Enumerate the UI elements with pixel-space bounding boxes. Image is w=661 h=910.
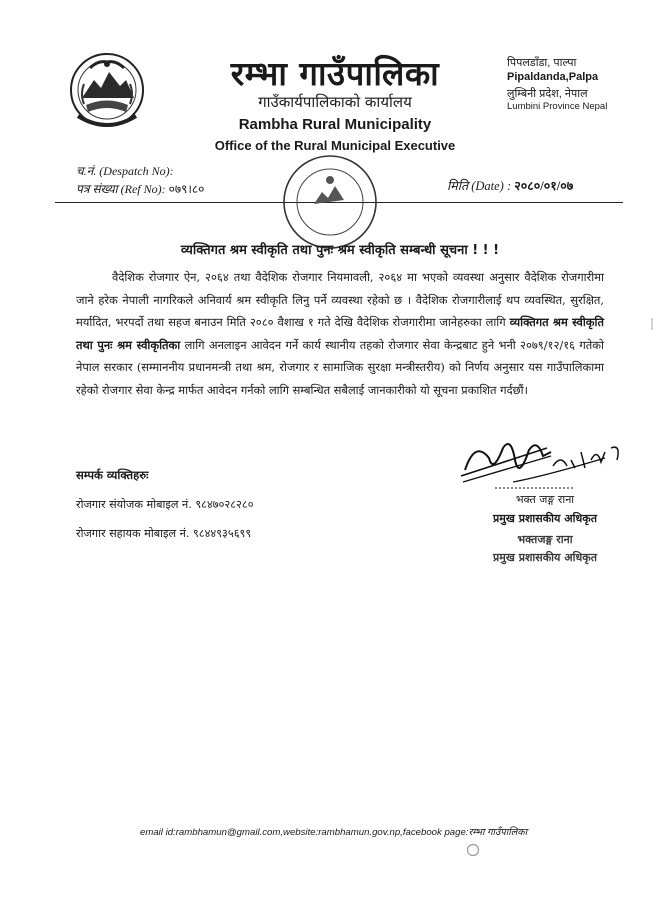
notice-body-part-2: लागि अनलाइन आवेदन गर्ने कार्य स्थानीय तहको रोजगार सेवा केन्द्रबाट हुने भनी २०७९/१२/१६ गतेको नेपाल सरकार (सम्माननीय प्रधानमन्त्री तथा श्रम, रोजगार र सामाजिक सुरक्षा मन्त्रीस्तरीय) को निर्णय अनुसार यस गाउँपालिकामा रहेको रोजगार सेवा केन्द्र मार्फत आवेदन गर्नको लागि सम्बन्धित सबैलाई जानकारीको यो सूचना प्रकाशित गर्दछौं।: [76, 337, 604, 397]
punch-hole-mark: [466, 843, 480, 857]
handwritten-signature: [455, 430, 630, 490]
notice-body: [76, 266, 604, 401]
notice-subject: व्यक्तिगत श्रम स्वीकृति तथा पुनः श्रम स्वीकृति सम्बन्धी सूचना ! ! !: [180, 243, 500, 258]
date-label: मिति (Date) :: [447, 179, 512, 193]
reference-value: ०७९।८०: [168, 182, 205, 196]
date-value: २०८०/०१/०७: [514, 179, 574, 193]
address-line-1: पिपलडाँडा, पाल्पा: [507, 57, 577, 69]
contact-coordinator: रोजगार संयोजक मोबाइल नं. ९८४७०२८२८०: [76, 498, 254, 511]
scan-speck: [650, 318, 654, 330]
dispatch-number-label: च.नं. (Despatch No):: [76, 164, 174, 178]
address-line-2: Pipaldanda,Palpa: [507, 71, 599, 83]
office-title-np: गाउँकार्यपालिकाको कार्यालय: [258, 93, 412, 111]
stamp-name: भक्तजङ्ग राना: [517, 533, 573, 546]
letter-date: [447, 177, 573, 194]
contacts-heading: सम्पर्क व्यक्तिहरुः: [76, 468, 149, 482]
address-line-3: लुम्बिनी प्रदेश, नेपाल: [507, 88, 588, 100]
office-seal-stamp: [278, 150, 382, 254]
nepal-government-emblem-icon: [68, 50, 146, 132]
municipality-title-en: Rambha Rural Municipality: [238, 116, 432, 133]
signer-name: भक्त जङ्ग राना: [515, 493, 575, 506]
reference-label: पत्र संख्या (Ref No):: [76, 182, 166, 196]
contact-assistant: रोजगार सहायक मोबाइल नं. ९८४४९३५६९९: [76, 527, 252, 540]
signer-designation: प्रमुख प्रशासकीय अधिकृत: [493, 512, 597, 525]
stamp-designation: प्रमुख प्रशासकीय अधिकृत: [493, 551, 597, 564]
reference-number: [76, 180, 204, 197]
footer-contact-info: email id:rambhamun@gmail.com,website:rambhamun.gov.np,facebook page:रम्भा गाउँपालिका: [140, 827, 528, 838]
notice-body-bold: व्यक्तिगत श्रम स्वीकृति तथा पुनः श्रम स्वीकृतिका: [76, 315, 604, 352]
notice-body-part-1: वैदेशिक रोजगार ऐन, २०६४ तथा वैदेशिक रोजगार नियमावली, २०६४ मा भएको व्यवस्था अनुसार वैदेशिक रोजगारीमा जाने हरेक नेपाली नागरिकले अनिवार्य श्रम स्वीकृति लिनु पर्ने व्यवस्था रहेको छ । वैदेशिक रोजगारीलाई थप व्यवस्थित, सुरक्षित, मर्यादित, भरपर्दो तथा सहज बनाउन मिति २०८० वैशाख १ गते देखि वैदेशिक रोजगारीमा जानेहरुका लागि: [76, 270, 604, 329]
office-title-en: Office of the Rural Municipal Executive: [214, 138, 456, 153]
address-line-4: Lumbini Province Nepal: [507, 101, 608, 112]
municipality-title-np: रम्भा गाउँपालिका: [230, 54, 440, 93]
